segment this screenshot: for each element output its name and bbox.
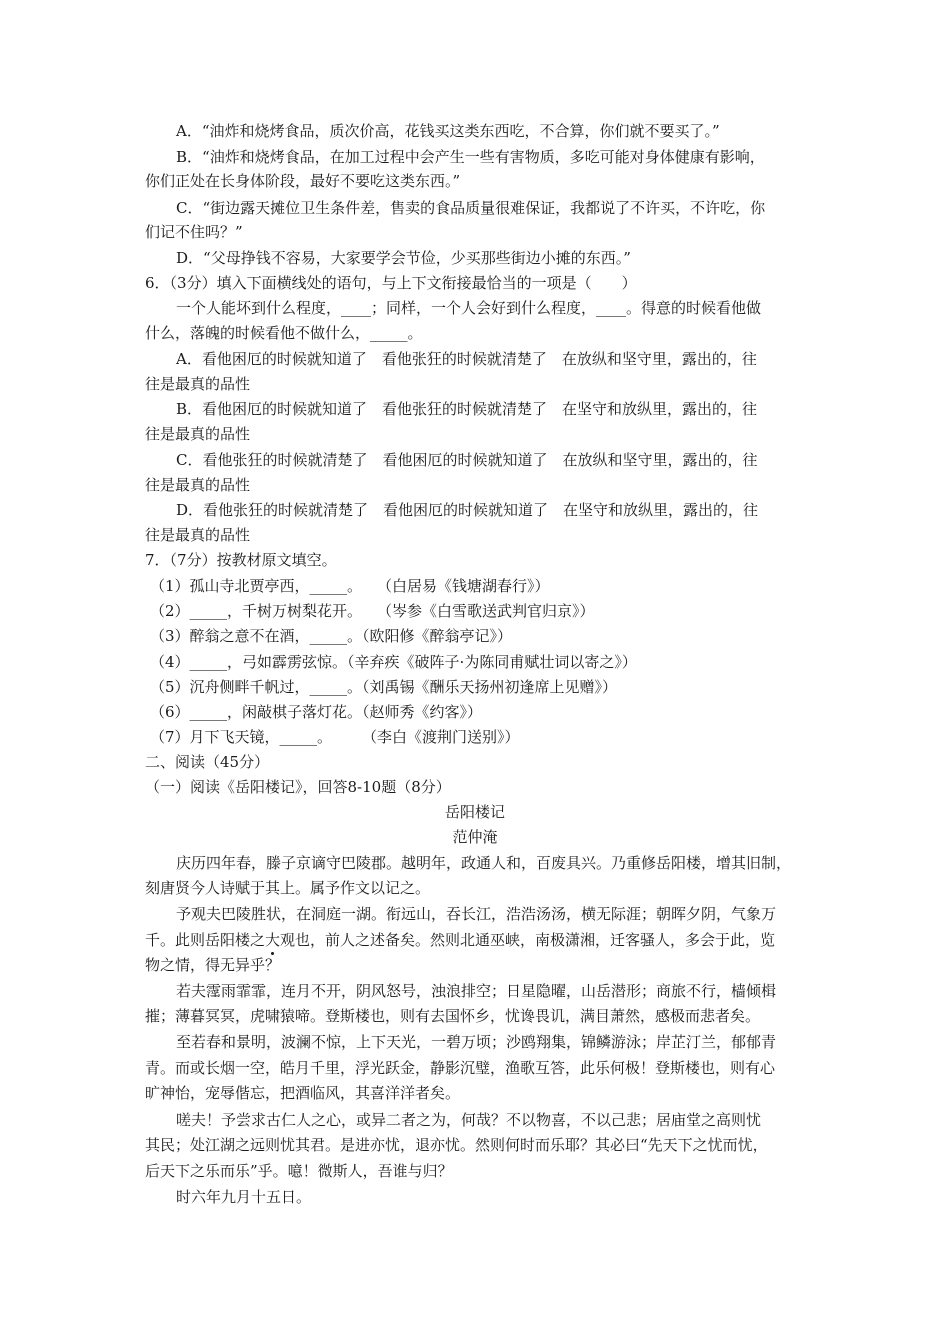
passage-line: 庆历四年春，滕子京谪守巴陵郡。越明年，政通人和，百废具兴。乃重修岳阳楼，增其旧制， [176,854,792,872]
q5-option-c-cont: 们记不住吗？” [145,223,243,241]
passage-line: 若夫霪雨霏霏，连月不开，阴风怒号，浊浪排空；日星隐曜，山岳潜形；商旅不行，樯倾楫 [176,982,777,1000]
q7-item-7: （7）月下飞天镜，_____。 （李白《渡荆门送别》） [150,728,520,746]
q6-stem: 6．（3分）填入下面横线处的语句，与上下文衔接最恰当的一项是（ ） [145,274,637,292]
q5-option-a: A．“油炸和烧烤食品，质次价高，花钱买这类东西吃，不合算，你们就不要买了。” [176,122,720,140]
q6-option-b-cont: 往是最真的品性 [145,425,251,443]
q7-item-5: （5）沉舟侧畔千帆过，_____。（刘禹锡《酬乐天扬州初逢席上见赠》） [150,678,618,696]
q7-item-1: （1）孤山寺北贾亭西，_____。 （白居易《钱塘湖春行》） [150,577,550,595]
passage-line: 摧；薄暮冥冥，虎啸猿啼。登斯楼也，则有去国怀乡，忧谗畏讥，满目萧然，感极而悲者矣。 [145,1007,761,1025]
passage-title: 岳阳楼记 [444,803,505,821]
passage-line: 旷神怡，宠辱偕忘，把酒临风，其喜洋洋者矣。 [145,1084,461,1102]
q5-option-b-cont: 你们正处在长身体阶段，最好不要吃这类东西。” [145,172,461,190]
passage-author: 范仲淹 [452,828,498,846]
q6-option-a-cont: 往是最真的品性 [145,375,251,393]
passage-line: 嗟夫！予尝求古仁人之心，或异二者之为，何哉？不以物喜，不以己悲；居庙堂之高则忧 [176,1111,762,1129]
q7-item-2: （2）_____，千树万树梨花开。 （岑参《白雪歌送武判官归京》） [150,602,595,620]
passage-line-with-dot [0,930,950,950]
q7-item-4: （4）_____，弓如霹雳弦惊。（辛弃疾《破阵子·为陈同甫赋壮词以寄之》） [150,653,637,671]
passage-line: 刻唐贤今人诗赋于其上。属予作文以记之。 [145,879,431,897]
passage-line: 其民；处江湖之远则忧其君。是进亦忧，退亦忧。然则何时而乐耶？其必曰“先天下之忧而忧， [145,1136,768,1154]
q6-option-a: A．看他困厄的时候就知道了 看他张狂的时候就清楚了 在放纵和坚守里，露出的，往 [176,350,757,368]
q6-passage-line-1: 一个人能坏到什么程度，____；同样，一个人会好到什么程度，____。得意的时候看他做 [176,299,762,317]
passage-line-part-1: 千。此则岳阳楼之 [145,931,266,949]
passage-line: 后天下之乐而乐”乎。噫！微斯人，吾谁与归？ [145,1162,453,1180]
passage-line: 物之情，得无异乎？ [145,956,281,974]
q6-option-c: C．看他张狂的时候就清楚了 看他困厄的时候就知道了 在放纵和坚守里，露出的，往 [176,451,758,469]
passage-line: 青。而或长烟一空，皓月千里，浮光跃金，静影沉璧，渔歌互答，此乐何极！登斯楼也，则有心 [145,1059,776,1077]
section-heading: 二、阅读（45分） [145,753,270,771]
q7-stem: 7．（7分）按教材原文填空。 [145,551,337,569]
q6-option-c-cont: 往是最真的品性 [145,476,251,494]
q6-option-b: B．看他困厄的时候就知道了 看他张狂的时候就清楚了 在坚守和放纵里，露出的，往 [176,400,758,418]
q6-option-d-cont: 往是最真的品性 [145,526,251,544]
q5-option-c: C．“街边露天摊位卫生条件差，售卖的食品质量很难保证，我都说了不许买，不许吃，你 [176,199,766,217]
q7-item-6: （6）_____，闲敲棋子落灯花。（赵师秀《约客》） [150,703,483,721]
q7-item-3: （3）醉翁之意不在酒，_____。（欧阳修《醉翁亭记》） [150,627,513,645]
q5-option-b: B．“油炸和烧烤食品，在加工过程中会产生一些有害物质，多吃可能对身体健康有影响， [176,148,765,166]
emphasis-dotted-char: 大 [265,931,281,949]
q6-option-d: D．看他张狂的时候就清楚了 看他困厄的时候就知道了 在坚守和放纵里，露出的，往 [176,501,759,519]
passage-line-part-2: 观也，前人之述备矣。然则北通巫峡，南极潇湘，迁客骚人，多会于此，览 [280,931,776,949]
passage-line: 至若春和景明，波澜不惊，上下天光，一碧万顷；沙鸥翔集，锦鳞游泳；岸芷汀兰，郁郁青 [176,1033,777,1051]
passage-line: 时六年九月十五日。 [176,1188,312,1206]
q5-option-d: D．“父母挣钱不容易，大家要学会节俭，少买那些街边小摊的东西。” [176,249,631,267]
q6-passage-line-2: 什么，落魄的时候看他不做什么，_____。 [145,324,423,342]
subsection-heading: （一）阅读《岳阳楼记》，回答8-10题（8分） [145,778,451,796]
passage-line: 予观夫巴陵胜状，在洞庭一湖。衔远山，吞长江，浩浩汤汤，横无际涯；朝晖夕阴，气象万 [176,905,777,923]
